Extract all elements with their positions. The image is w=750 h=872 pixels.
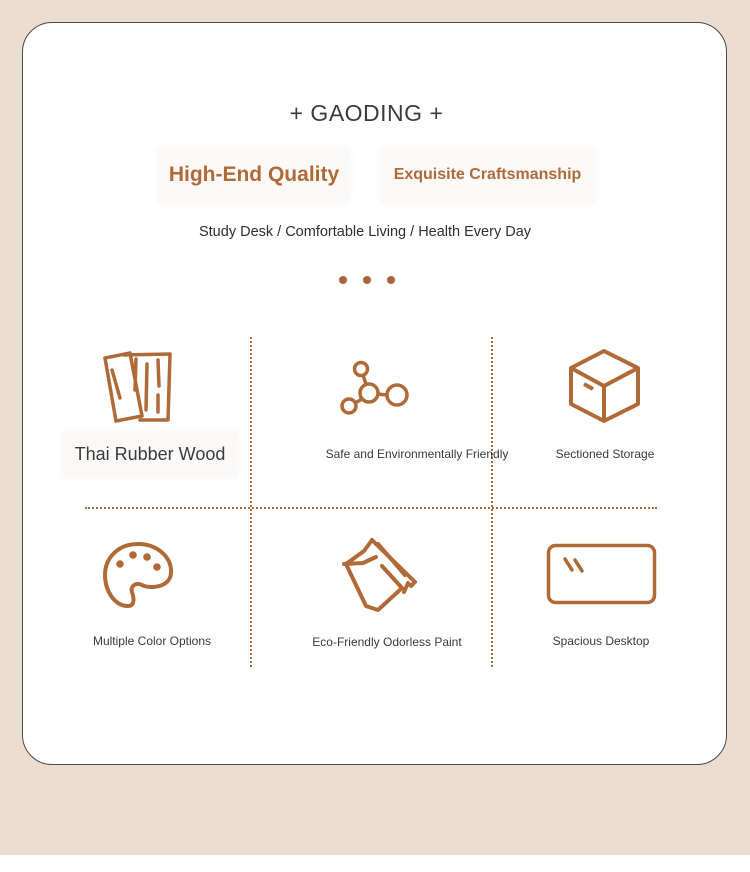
molecule-icon — [338, 358, 412, 416]
storage-label: Sectioned Storage — [555, 447, 655, 461]
desktop-surface-icon — [546, 543, 658, 605]
box-icon — [566, 346, 642, 426]
brand-title: + GAODING + — [289, 100, 444, 126]
dot — [363, 276, 371, 284]
desktop-label: Spacious Desktop — [552, 634, 650, 648]
grid-divider-vertical — [491, 337, 493, 667]
craftsmanship-tag: Exquisite Craftsmanship — [380, 147, 595, 203]
quality-tag: High-End Quality — [158, 147, 350, 203]
dot — [387, 276, 395, 284]
grid-divider-horizontal — [85, 507, 657, 509]
paint-bucket-icon — [340, 536, 418, 614]
grid-divider-vertical — [250, 337, 252, 667]
wood-planks-icon — [102, 350, 174, 424]
paint-label: Eco-Friendly Odorless Paint — [312, 635, 462, 649]
palette-icon — [102, 540, 174, 610]
dots-divider — [339, 276, 395, 286]
color-label: Multiple Color Options — [92, 634, 212, 648]
tagline: Study Desk / Comfortable Living / Health Every Day — [198, 224, 532, 240]
dot — [339, 276, 347, 284]
wood-label: Thai Rubber Wood — [62, 430, 238, 478]
safe-label: Safe and Environmentally Friendly — [325, 447, 509, 461]
